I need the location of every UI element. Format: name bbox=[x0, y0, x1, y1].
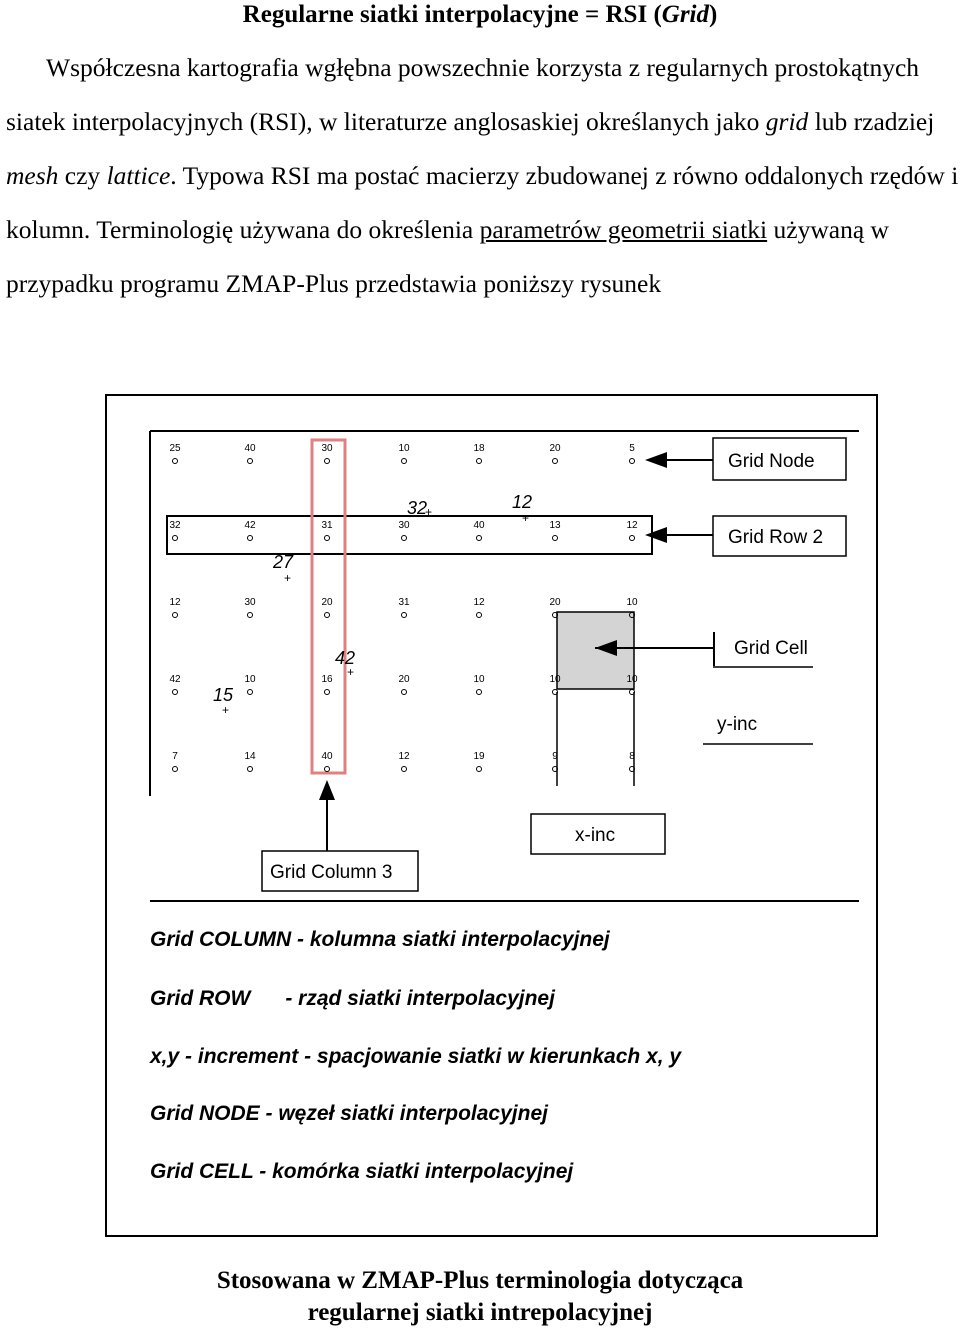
grid-node-marker bbox=[173, 767, 178, 772]
node-value: 20 bbox=[549, 443, 561, 454]
grid-node-marker bbox=[402, 613, 407, 618]
sample-marker: + bbox=[347, 665, 355, 679]
node-value: 12 bbox=[398, 751, 410, 762]
page-title: Regularne siatki interpolacyjne = RSI (Grid) bbox=[242, 1, 718, 28]
grid-node-marker bbox=[325, 459, 330, 464]
grid-node-marker bbox=[477, 536, 482, 541]
node-value: 30 bbox=[321, 443, 333, 454]
grid-node-marker bbox=[248, 767, 253, 772]
legend-item: Grid NODE - węzeł siatki interpolacyjnej bbox=[150, 1102, 548, 1125]
grid-diagram bbox=[107, 396, 880, 1239]
grid-nodes bbox=[169, 443, 638, 772]
node-value: 10 bbox=[626, 597, 638, 608]
grid-node-marker bbox=[477, 767, 482, 772]
grid-node-marker bbox=[325, 767, 330, 772]
node-value: 31 bbox=[398, 597, 410, 608]
sample-marker: + bbox=[222, 703, 230, 717]
grid-node-marker bbox=[248, 690, 253, 695]
legend-item: x,y - increment - spacjowanie siatki w kierunkach x, y bbox=[150, 1045, 682, 1068]
node-value: 40 bbox=[321, 751, 333, 762]
grid-node-marker bbox=[402, 767, 407, 772]
grid-node-marker bbox=[173, 690, 178, 695]
node-value: 10 bbox=[626, 674, 638, 685]
node-value: 14 bbox=[244, 751, 256, 762]
grid-node-marker bbox=[630, 459, 635, 464]
grid-cell-rect bbox=[557, 612, 634, 689]
node-value: 40 bbox=[473, 520, 485, 531]
sample-marker: + bbox=[284, 571, 292, 585]
label-x-inc: x-inc bbox=[575, 825, 616, 846]
grid-node-marker bbox=[630, 536, 635, 541]
grid-node-marker bbox=[553, 459, 558, 464]
legend-item: Grid CELL - komórka siatki interpolacyjnej bbox=[150, 1160, 574, 1183]
node-value: 31 bbox=[321, 520, 333, 531]
node-value: 19 bbox=[473, 751, 485, 762]
grid-node-marker bbox=[173, 536, 178, 541]
node-value: 9 bbox=[552, 751, 558, 762]
sample-marker: + bbox=[522, 511, 530, 525]
node-value: 10 bbox=[244, 674, 256, 685]
grid-node-marker bbox=[477, 690, 482, 695]
label-grid-row: Grid Row 2 bbox=[728, 527, 824, 548]
grid-node-marker bbox=[402, 536, 407, 541]
node-value: 42 bbox=[244, 520, 256, 531]
node-value: 10 bbox=[549, 674, 561, 685]
sample-value: 27 bbox=[273, 552, 294, 572]
node-value: 32 bbox=[169, 520, 181, 531]
grid-node-marker bbox=[402, 690, 407, 695]
node-value: 30 bbox=[244, 597, 256, 608]
node-value: 20 bbox=[549, 597, 561, 608]
grid-node-marker bbox=[248, 536, 253, 541]
sample-value: 12 bbox=[512, 492, 533, 512]
grid-node-marker bbox=[248, 459, 253, 464]
label-grid-column: Grid Column 3 bbox=[270, 862, 393, 883]
label-y-inc: y-inc bbox=[717, 714, 758, 735]
node-value: 20 bbox=[398, 674, 410, 685]
node-value: 5 bbox=[629, 443, 635, 454]
grid-node-marker bbox=[477, 613, 482, 618]
node-value: 18 bbox=[473, 443, 485, 454]
sample-value: 15 bbox=[213, 685, 234, 705]
node-value: 20 bbox=[321, 597, 333, 608]
node-value: 8 bbox=[629, 751, 635, 762]
node-value: 10 bbox=[398, 443, 410, 454]
sample-marker: + bbox=[425, 505, 433, 519]
grid-node-marker bbox=[173, 459, 178, 464]
node-value: 7 bbox=[172, 751, 178, 762]
node-value: 40 bbox=[244, 443, 256, 454]
node-value: 16 bbox=[321, 674, 333, 685]
grid-node-marker bbox=[325, 536, 330, 541]
legend-item: Grid COLUMN - kolumna siatki interpolacyjnej bbox=[150, 928, 610, 951]
grid-node-marker bbox=[553, 536, 558, 541]
sample-value: 42 bbox=[335, 648, 356, 668]
grid-node-marker bbox=[325, 613, 330, 618]
label-grid-node: Grid Node bbox=[728, 451, 815, 472]
grid-figure bbox=[105, 394, 878, 1237]
label-grid-cell: Grid Cell bbox=[734, 638, 808, 659]
legend bbox=[149, 928, 682, 1183]
node-value: 13 bbox=[549, 520, 561, 531]
node-value: 12 bbox=[626, 520, 638, 531]
node-value: 42 bbox=[169, 674, 181, 685]
sample-value: 32 bbox=[407, 498, 428, 518]
grid-node-marker bbox=[402, 459, 407, 464]
grid-node-marker bbox=[477, 459, 482, 464]
node-value: 25 bbox=[169, 443, 181, 454]
grid-node-marker bbox=[248, 613, 253, 618]
node-value: 12 bbox=[169, 597, 181, 608]
node-value: 30 bbox=[398, 520, 410, 531]
node-value: 10 bbox=[473, 674, 485, 685]
figure-caption-line1: Stosowana w ZMAP-Plus terminologia dotycząca bbox=[216, 1267, 744, 1294]
grid-node-marker bbox=[173, 613, 178, 618]
legend-item: Grid ROW - rząd siatki interpolacyjnej bbox=[150, 987, 555, 1010]
figure-caption-line2: regularnej siatki intrepolacyjnej bbox=[307, 1299, 653, 1326]
intro-paragraph: Współczesna kartografia wgłębna powszechnie korzysta z regularnych prostokątnych siatek interpolacyjnych (RSI), w literaturze anglosaskiej określanych jako grid lub rzadziej mesh czy lattice. Typowa RSI ma postać macierzy zbudowanej z równo oddalonych rzędów i kolumn. Terminologię używana do określenia parametrów geometrii siatki używaną w przypadku programu ZMAP-Plus przedstawia poniższy rysunek bbox=[6, 53, 959, 298]
node-value: 12 bbox=[473, 597, 485, 608]
grid-node-marker bbox=[325, 690, 330, 695]
